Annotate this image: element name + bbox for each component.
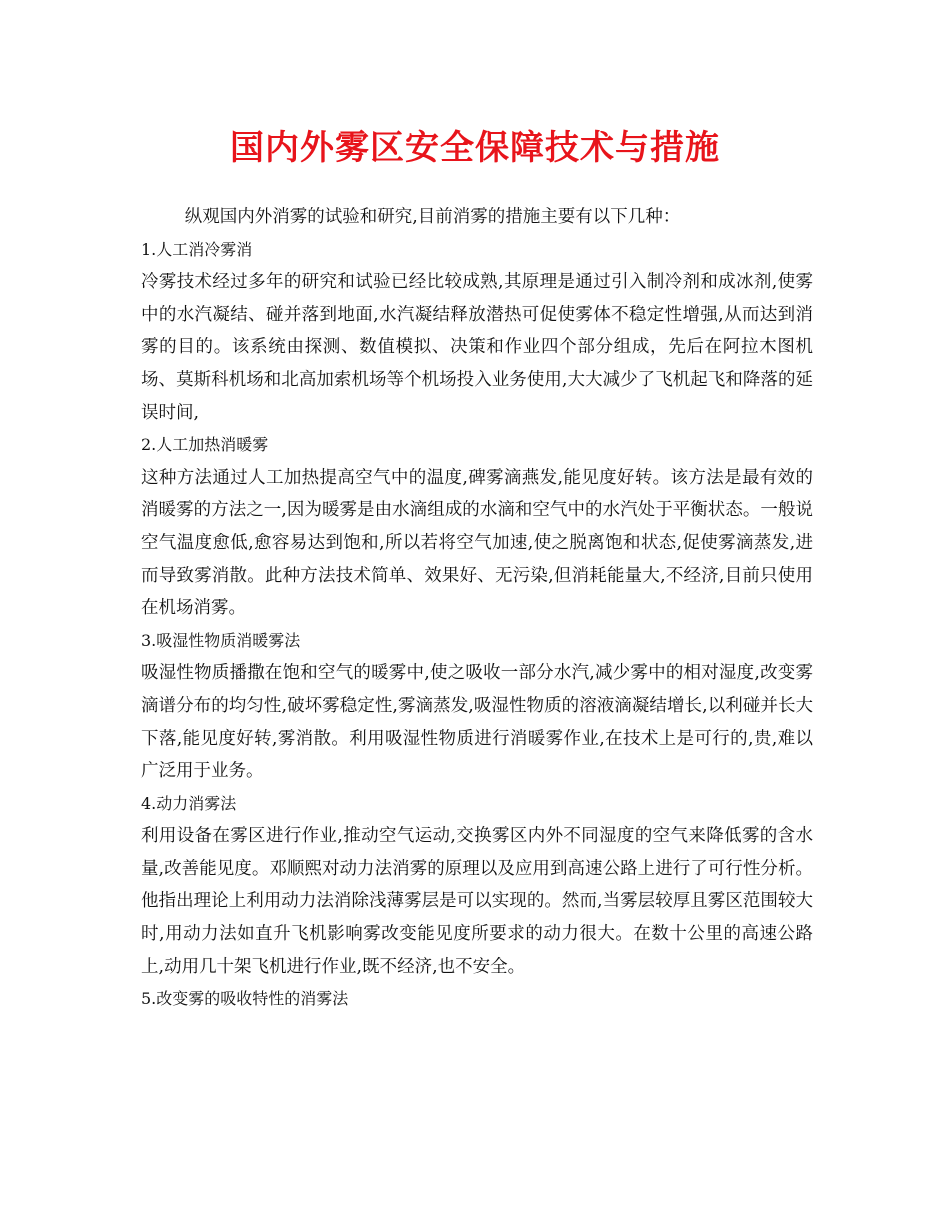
section-heading-3: 3.吸湿性物质消暖雾法 [141, 630, 301, 650]
section-paragraph-4: 利用设备在雾区进行作业,推动空气运动,交换雾区内外不同湿度的空气来降低雾的含水量,改善能见度。邓顺熙对动力法消雾的原理以及应用到高速公路上进行了可行性分析。他指出理论上利用动力法消除浅薄雾层是可以实现的。然而,当雾层较厚且雾区范围较大时,用动力法如直升飞机影响雾改变能见度所要求的动力很大。在数十公里的高速公路上,动用几十架飞机进行作业,既不经济,也不安全。 [141, 826, 813, 977]
section-heading-2: 2.人工加热消暖雾 [141, 435, 269, 455]
section-heading-5: 5.改变雾的吸收特性的消雾法 [141, 989, 349, 1009]
section-paragraph-2: 这种方法通过人工加热提高空气中的温度,碑雾滴燕发,能见度好转。该方法是最有效的消暖雾的方法之一,因为暖雾是由水滴组成的水滴和空气中的水汽处于平衡状态。一般说空气温度愈低,愈容易达到饱和,所以若将空气加速,使之脱离饱和状态,促使雾滴蒸发,进而导致雾消散。此种方法技术简单、效果好、无污染,但消耗能量大,不经济,目前只使用在机场消雾。 [141, 467, 813, 619]
section-paragraph-1: 冷雾技术经过多年的研究和试验已经比较成熟,其原理是通过引入制冷剂和成冰剂,使雾中的水汽凝结、碰并落到地面,水汽凝结释放潜热可促使雾体不稳定性增强,从而达到消雾的目的。该系统由探测、数值模拟、决策和作业四个部分组成，先后在阿拉木图机场、莫斯科机场和北高加索机场等个机场投入业务使用,大大减少了飞机起飞和降落的延误时间, [141, 272, 813, 423]
document-body [141, 201, 813, 1016]
section-heading-1: 1.人工消冷雾消 [141, 239, 253, 259]
intro-paragraph: 纵观国内外消雾的试验和研究,目前消雾的措施主要有以下几种： [184, 207, 681, 227]
section-paragraph-3: 吸湿性物质播撒在饱和空气的暖雾中,使之吸收一部分水汽,减少雾中的相对湿度,改变雾滴谱分布的均匀性,破坏雾稳定性,雾滴蒸发,吸湿性物质的溶液滴凝结增长,以利碰并长大下落,能见度好转,雾消散。利用吸湿性物质进行消暖雾作业,在技术上是可行的,贵,难以广泛用于业务。 [141, 663, 813, 782]
document-title: 国内外雾区安全保障技术与措施 [230, 128, 720, 168]
section-heading-4: 4.动力消雾法 [141, 793, 237, 813]
